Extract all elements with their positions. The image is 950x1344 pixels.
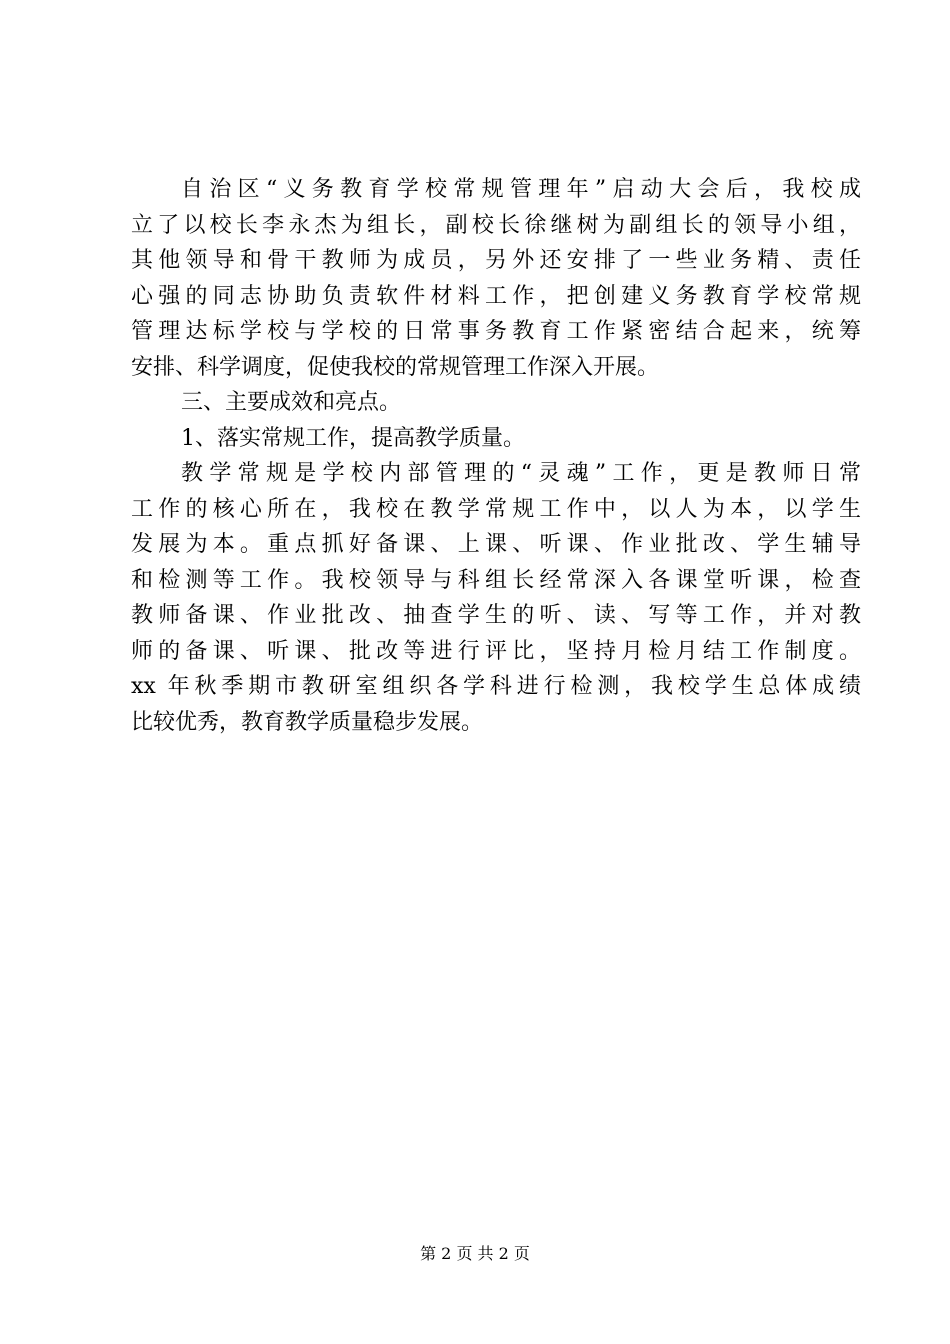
document-body xyxy=(131,172,861,740)
paragraph-line: 管理达标学校与学校的日常事务教育工作紧密结合起来，统筹 xyxy=(131,319,861,344)
paragraph-line: 发展为本。重点抓好备课、上课、听课、作业批改、学生辅导 xyxy=(131,532,861,557)
paragraph-line: 其他领导和骨干教师为成员，另外还安排了一些业务精、责任 xyxy=(131,248,861,273)
paragraph-line: 比较优秀，教育教学质量稳步发展。 xyxy=(131,709,484,735)
paragraph-line: 立了以校长李永杰为组长，副校长徐继树为副组长的领导小组， xyxy=(131,212,861,238)
paragraph-line: 心强的同志协助负责软件材料工作，把创建义务教育学校常规 xyxy=(131,283,861,309)
subsection-heading: 1、落实常规工作，提高教学质量。 xyxy=(181,425,525,451)
paragraph-line: 自治区“义务教育学校常规管理年”启动大会后，我校成 xyxy=(181,177,861,202)
page-footer: 第 2 页 共 2 页 xyxy=(420,1244,530,1263)
paragraph-line: 教师备课、作业批改、抽查学生的听、读、写等工作，并对教 xyxy=(131,603,861,628)
paragraph-line: 和检测等工作。我校领导与科组长经常深入各课堂听课，检查 xyxy=(131,567,861,593)
section-heading: 三、主要成效和亮点。 xyxy=(181,390,402,415)
paragraph-line: xx 年秋季期市教研室组织各学科进行检测，我校学生总体成绩 xyxy=(131,674,861,699)
paragraph-line: 安排、科学调度，促使我校的常规管理工作深入开展。 xyxy=(131,354,660,380)
paragraph-line: 工作的核心所在，我校在教学常规工作中，以人为本，以学生 xyxy=(131,496,861,522)
paragraph-line: 教学常规是学校内部管理的“灵魂”工作，更是教师日常 xyxy=(181,461,861,486)
paragraph-line: 师的备课、听课、批改等进行评比，坚持月检月结工作制度。 xyxy=(131,638,861,664)
